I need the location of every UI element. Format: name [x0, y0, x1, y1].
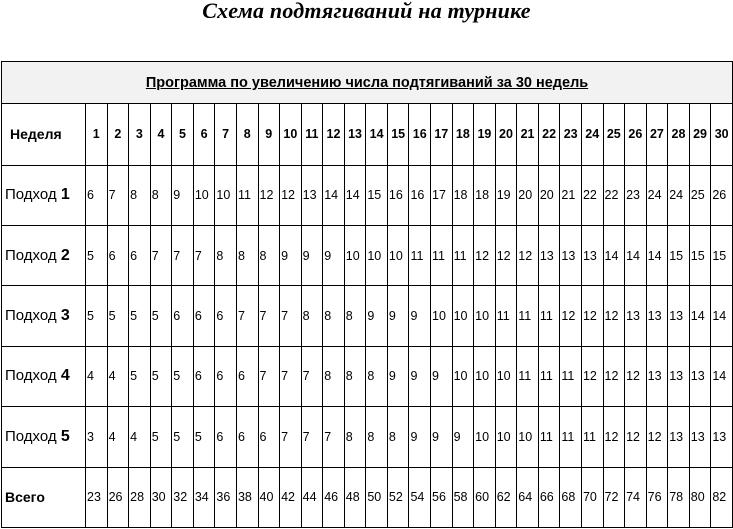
set-label [2, 346, 86, 406]
total-cell: 38 [236, 467, 258, 527]
total-cell: 74 [625, 467, 647, 527]
week-number: 15 [387, 104, 409, 165]
week-number: 4 [150, 104, 172, 165]
table-caption-row [2, 62, 733, 104]
reps-cell: 13 [560, 226, 582, 286]
reps-cell: 20 [517, 165, 539, 225]
reps-cell: 10 [474, 346, 496, 406]
reps-cell: 19 [495, 165, 517, 225]
set-row [2, 346, 733, 406]
set-label-text: Подход [5, 246, 57, 264]
reps-cell: 10 [215, 165, 237, 225]
set-row [2, 226, 733, 286]
reps-cell: 9 [387, 286, 409, 346]
reps-cell: 11 [538, 407, 560, 467]
week-number: 13 [344, 104, 366, 165]
reps-cell: 12 [603, 407, 625, 467]
reps-cell: 9 [409, 286, 431, 346]
reps-cell: 12 [474, 226, 496, 286]
reps-cell: 12 [517, 226, 539, 286]
reps-cell: 7 [301, 346, 323, 406]
reps-cell: 7 [258, 286, 280, 346]
week-number: 23 [560, 104, 582, 165]
reps-cell: 14 [646, 226, 668, 286]
week-label: Неделя [2, 104, 86, 165]
total-cell: 60 [474, 467, 496, 527]
reps-cell: 11 [581, 407, 603, 467]
reps-cell: 12 [603, 346, 625, 406]
reps-cell: 6 [215, 407, 237, 467]
reps-cell: 12 [625, 407, 647, 467]
reps-cell: 5 [129, 286, 151, 346]
reps-cell: 7 [107, 165, 129, 225]
week-number: 3 [129, 104, 151, 165]
reps-cell: 9 [452, 407, 474, 467]
reps-cell: 6 [107, 226, 129, 286]
reps-cell: 11 [517, 346, 539, 406]
reps-cell: 7 [280, 346, 302, 406]
reps-cell: 13 [625, 286, 647, 346]
reps-cell: 5 [150, 407, 172, 467]
reps-cell: 9 [409, 407, 431, 467]
reps-cell: 5 [86, 286, 108, 346]
total-cell: 46 [323, 467, 345, 527]
week-number: 6 [193, 104, 215, 165]
set-number: 1 [60, 186, 70, 204]
reps-cell: 5 [129, 346, 151, 406]
week-number: 16 [409, 104, 431, 165]
set-row [2, 286, 733, 346]
reps-cell: 13 [581, 226, 603, 286]
reps-cell: 12 [625, 346, 647, 406]
week-number: 19 [474, 104, 496, 165]
week-number: 9 [258, 104, 280, 165]
reps-cell: 6 [258, 407, 280, 467]
reps-cell: 17 [431, 165, 453, 225]
total-row [2, 467, 733, 527]
reps-cell: 13 [538, 226, 560, 286]
reps-cell: 10 [387, 226, 409, 286]
reps-cell: 7 [236, 286, 258, 346]
reps-cell: 10 [452, 346, 474, 406]
week-number: 5 [172, 104, 194, 165]
week-number: 18 [452, 104, 474, 165]
reps-cell: 11 [538, 346, 560, 406]
reps-cell: 13 [668, 407, 690, 467]
reps-cell: 5 [150, 286, 172, 346]
total-cell: 72 [603, 467, 625, 527]
reps-cell: 6 [236, 407, 258, 467]
set-label-text: Подход [5, 367, 57, 385]
week-number: 2 [107, 104, 129, 165]
total-cell: 62 [495, 467, 517, 527]
reps-cell: 9 [301, 226, 323, 286]
reps-cell: 4 [107, 407, 129, 467]
reps-cell: 5 [150, 346, 172, 406]
week-number: 17 [431, 104, 453, 165]
reps-cell: 26 [711, 165, 733, 225]
reps-cell: 15 [689, 226, 711, 286]
reps-cell: 12 [603, 286, 625, 346]
reps-cell: 22 [603, 165, 625, 225]
reps-cell: 15 [711, 226, 733, 286]
reps-cell: 14 [323, 165, 345, 225]
reps-cell: 8 [344, 286, 366, 346]
total-cell: 66 [538, 467, 560, 527]
set-label-text: Подход [5, 307, 57, 325]
reps-cell: 10 [495, 346, 517, 406]
reps-cell: 12 [495, 226, 517, 286]
reps-cell: 9 [323, 226, 345, 286]
reps-cell: 13 [668, 286, 690, 346]
reps-cell: 24 [646, 165, 668, 225]
reps-cell: 10 [193, 165, 215, 225]
pullup-program-table [1, 61, 733, 528]
reps-cell: 7 [172, 226, 194, 286]
total-cell: 44 [301, 467, 323, 527]
reps-cell: 11 [495, 286, 517, 346]
set-number: 3 [60, 307, 70, 325]
reps-cell: 21 [560, 165, 582, 225]
reps-cell: 7 [258, 346, 280, 406]
reps-cell: 16 [409, 165, 431, 225]
total-cell: 52 [387, 467, 409, 527]
reps-cell: 6 [215, 286, 237, 346]
reps-cell: 8 [301, 286, 323, 346]
reps-cell: 8 [236, 226, 258, 286]
reps-cell: 8 [344, 346, 366, 406]
week-number: 21 [517, 104, 539, 165]
reps-cell: 10 [366, 226, 388, 286]
reps-cell: 15 [668, 226, 690, 286]
set-label-text: Подход [5, 186, 57, 204]
total-cell: 30 [150, 467, 172, 527]
total-cell: 48 [344, 467, 366, 527]
reps-cell: 10 [452, 286, 474, 346]
reps-cell: 13 [668, 346, 690, 406]
total-cell: 82 [711, 467, 733, 527]
reps-cell: 8 [129, 165, 151, 225]
total-cell: 76 [646, 467, 668, 527]
reps-cell: 8 [344, 407, 366, 467]
reps-cell: 18 [474, 165, 496, 225]
week-header-row [2, 104, 733, 165]
reps-cell: 6 [86, 165, 108, 225]
reps-cell: 13 [646, 346, 668, 406]
reps-cell: 25 [689, 165, 711, 225]
total-cell: 42 [280, 467, 302, 527]
reps-cell: 5 [172, 407, 194, 467]
total-cell: 28 [129, 467, 151, 527]
set-label [2, 226, 86, 286]
reps-cell: 8 [150, 165, 172, 225]
week-number: 11 [301, 104, 323, 165]
week-number: 20 [495, 104, 517, 165]
reps-cell: 13 [689, 346, 711, 406]
reps-cell: 5 [107, 286, 129, 346]
reps-cell: 14 [711, 286, 733, 346]
page-title: Схема подтягиваний на турнике [202, 0, 531, 23]
reps-cell: 14 [711, 346, 733, 406]
reps-cell: 5 [86, 226, 108, 286]
total-cell: 36 [215, 467, 237, 527]
total-cell: 32 [172, 467, 194, 527]
reps-cell: 4 [107, 346, 129, 406]
reps-cell: 7 [323, 407, 345, 467]
reps-cell: 12 [646, 407, 668, 467]
reps-cell: 11 [560, 346, 582, 406]
reps-cell: 11 [409, 226, 431, 286]
reps-cell: 7 [193, 226, 215, 286]
set-number: 5 [60, 427, 70, 445]
set-number: 4 [60, 367, 70, 385]
reps-cell: 14 [689, 286, 711, 346]
reps-cell: 11 [452, 226, 474, 286]
reps-cell: 10 [474, 407, 496, 467]
total-cell: 40 [258, 467, 280, 527]
reps-cell: 12 [581, 346, 603, 406]
total-cell: 50 [366, 467, 388, 527]
reps-cell: 14 [344, 165, 366, 225]
reps-cell: 13 [689, 407, 711, 467]
week-number: 1 [86, 104, 108, 165]
total-cell: 64 [517, 467, 539, 527]
reps-cell: 4 [129, 407, 151, 467]
reps-cell: 10 [344, 226, 366, 286]
reps-cell: 6 [193, 286, 215, 346]
week-number: 28 [668, 104, 690, 165]
reps-cell: 3 [86, 407, 108, 467]
set-label [2, 165, 86, 225]
reps-cell: 10 [474, 286, 496, 346]
reps-cell: 5 [193, 407, 215, 467]
reps-cell: 8 [387, 407, 409, 467]
reps-cell: 10 [495, 407, 517, 467]
set-label-text: Подход [5, 427, 57, 445]
reps-cell: 9 [366, 286, 388, 346]
reps-cell: 11 [517, 286, 539, 346]
total-label: Всего [2, 467, 86, 527]
total-cell: 56 [431, 467, 453, 527]
reps-cell: 16 [387, 165, 409, 225]
reps-cell: 13 [301, 165, 323, 225]
reps-cell: 13 [711, 407, 733, 467]
reps-cell: 10 [431, 286, 453, 346]
reps-cell: 4 [86, 346, 108, 406]
reps-cell: 6 [129, 226, 151, 286]
reps-cell: 11 [431, 226, 453, 286]
reps-cell: 8 [323, 286, 345, 346]
reps-cell: 7 [280, 286, 302, 346]
week-number: 14 [366, 104, 388, 165]
reps-cell: 8 [323, 346, 345, 406]
reps-cell: 12 [258, 165, 280, 225]
week-number: 26 [625, 104, 647, 165]
total-cell: 23 [86, 467, 108, 527]
reps-cell: 5 [172, 346, 194, 406]
reps-cell: 6 [193, 346, 215, 406]
reps-cell: 15 [366, 165, 388, 225]
table-caption: Программа по увеличению числа подтягиваний за 30 недель [2, 62, 733, 104]
reps-cell: 13 [646, 286, 668, 346]
reps-cell: 24 [668, 165, 690, 225]
set-label [2, 286, 86, 346]
week-number: 10 [280, 104, 302, 165]
reps-cell: 8 [215, 226, 237, 286]
week-number: 22 [538, 104, 560, 165]
reps-cell: 11 [560, 407, 582, 467]
reps-cell: 9 [409, 346, 431, 406]
reps-cell: 9 [431, 407, 453, 467]
reps-cell: 9 [172, 165, 194, 225]
set-row [2, 165, 733, 225]
total-cell: 26 [107, 467, 129, 527]
total-cell: 58 [452, 467, 474, 527]
reps-cell: 12 [581, 286, 603, 346]
reps-cell: 6 [236, 346, 258, 406]
reps-cell: 11 [236, 165, 258, 225]
reps-cell: 23 [625, 165, 647, 225]
reps-cell: 6 [172, 286, 194, 346]
reps-cell: 8 [258, 226, 280, 286]
reps-cell: 10 [517, 407, 539, 467]
reps-cell: 18 [452, 165, 474, 225]
reps-cell: 11 [538, 286, 560, 346]
reps-cell: 12 [560, 286, 582, 346]
week-number: 29 [689, 104, 711, 165]
reps-cell: 14 [625, 226, 647, 286]
set-number: 2 [60, 246, 70, 264]
week-number: 8 [236, 104, 258, 165]
week-number: 7 [215, 104, 237, 165]
total-cell: 70 [581, 467, 603, 527]
set-row [2, 407, 733, 467]
week-number: 30 [711, 104, 733, 165]
week-number: 27 [646, 104, 668, 165]
reps-cell: 7 [150, 226, 172, 286]
reps-cell: 8 [366, 407, 388, 467]
reps-cell: 12 [280, 165, 302, 225]
week-number: 12 [323, 104, 345, 165]
reps-cell: 14 [603, 226, 625, 286]
reps-cell: 9 [431, 346, 453, 406]
week-number: 25 [603, 104, 625, 165]
total-cell: 54 [409, 467, 431, 527]
reps-cell: 20 [538, 165, 560, 225]
reps-cell: 9 [280, 226, 302, 286]
set-label [2, 407, 86, 467]
reps-cell: 7 [280, 407, 302, 467]
total-cell: 68 [560, 467, 582, 527]
total-cell: 34 [193, 467, 215, 527]
reps-cell: 22 [581, 165, 603, 225]
reps-cell: 7 [301, 407, 323, 467]
week-number: 24 [581, 104, 603, 165]
total-cell: 80 [689, 467, 711, 527]
reps-cell: 9 [387, 346, 409, 406]
reps-cell: 8 [366, 346, 388, 406]
reps-cell: 6 [215, 346, 237, 406]
total-cell: 78 [668, 467, 690, 527]
